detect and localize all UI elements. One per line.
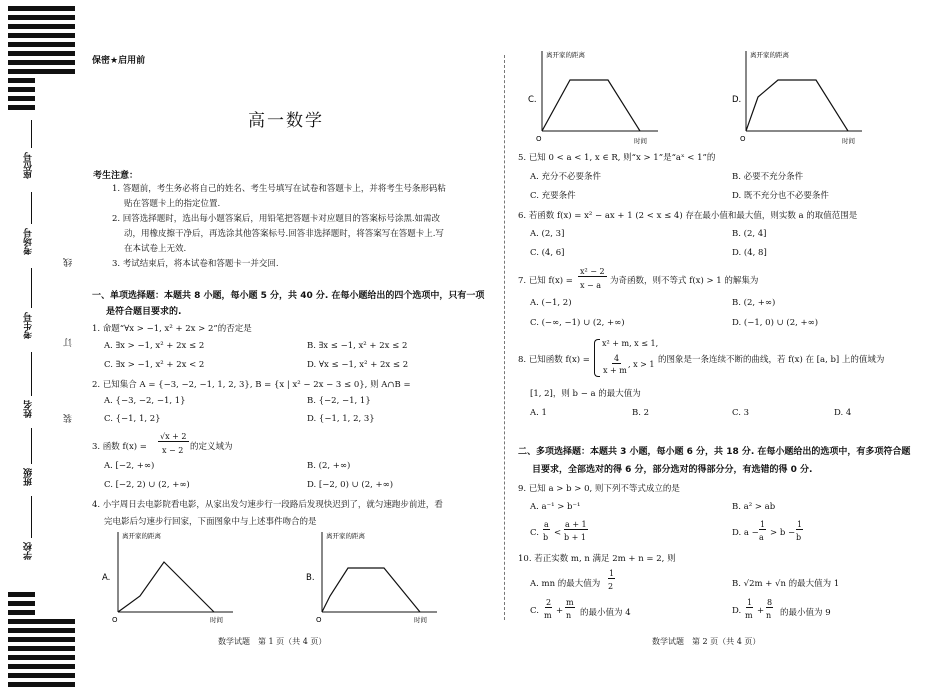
q9-d-den1: a bbox=[759, 533, 764, 542]
q8-option-c: C. 3 bbox=[732, 408, 750, 418]
q10-a-den: 2 bbox=[608, 582, 614, 591]
seat-label: 座位号 bbox=[24, 152, 34, 179]
stripe bbox=[8, 96, 35, 101]
q10-c-den1: m bbox=[544, 611, 552, 620]
q6-option-b: B. (2, 4] bbox=[732, 229, 767, 239]
q7-option-b: B. (2, +∞) bbox=[732, 298, 776, 308]
q7-denominator: x − a bbox=[580, 281, 602, 290]
page-divider bbox=[504, 55, 505, 620]
q1-option-a: A. ∃x > −1, x² + 2x ≤ 2 bbox=[104, 341, 205, 351]
graph-option-label: A. bbox=[102, 573, 111, 583]
fill-line bbox=[31, 192, 32, 224]
q9-option-d-label: D. a − bbox=[732, 528, 759, 538]
bind-line-char: 线 bbox=[64, 258, 74, 267]
q8-case2-denominator: x + m bbox=[603, 366, 627, 375]
q6-option-a: A. (2, 3] bbox=[530, 229, 565, 239]
q3-stem-post: 的定义域为 bbox=[190, 442, 233, 452]
graph-option-label: D. bbox=[732, 95, 742, 105]
q4-stem-cont: 完电影后匀速步行回家，下面图象中与上述事件吻合的是 bbox=[104, 517, 317, 527]
stripe bbox=[8, 6, 75, 11]
q10-d-num1: 1 bbox=[747, 598, 753, 607]
graph-c bbox=[526, 47, 666, 147]
confidential-mark: 保密★启用前 bbox=[92, 56, 146, 66]
q10-d-den1: m bbox=[745, 611, 753, 620]
q8-stem-pre: 8. 已知函数 f(x) = bbox=[518, 355, 590, 365]
stripe bbox=[8, 78, 35, 83]
stripe bbox=[8, 592, 35, 597]
stripe bbox=[8, 33, 75, 38]
q9-d-num1: 1 bbox=[760, 520, 766, 529]
q10-d-num2: 8 bbox=[767, 598, 773, 607]
q3-numerator: √x + 2 bbox=[160, 432, 187, 441]
stripe bbox=[8, 601, 35, 606]
q9-option-a: A. a⁻¹ > b⁻¹ bbox=[530, 502, 581, 512]
y-axis-label: 离开家的距离 bbox=[750, 51, 789, 59]
notice-line: 贴在答题卡上的指定位置. bbox=[124, 199, 221, 209]
stripe bbox=[8, 105, 35, 110]
q8-case2-tail: , x > 1 bbox=[628, 360, 655, 369]
y-axis-label: 离开家的距离 bbox=[326, 532, 365, 540]
y-axis-label: 离开家的距离 bbox=[546, 51, 585, 59]
stripe bbox=[8, 610, 35, 615]
q10-option-a-label: A. mn 的最大值为 bbox=[530, 579, 601, 589]
q1-option-d: D. ∀x ≤ −1, x² + 2x ≤ 2 bbox=[307, 360, 409, 370]
q5-option-c: C. 充要条件 bbox=[530, 191, 576, 201]
q7-stem-pre: 7. 已知 f(x) = bbox=[518, 276, 573, 286]
q10-option-c-label: C. bbox=[530, 606, 539, 616]
section2-heading: 二、多项选择题：本题共 3 小题，每小题 6 分，共 18 分. 在每小题给出的选项中，有多项符合题 bbox=[518, 447, 911, 457]
stripe bbox=[8, 664, 75, 669]
page2-footer: 数学试题 第 2 页（共 4 页） bbox=[652, 637, 761, 646]
graph-option-label: C. bbox=[528, 95, 537, 105]
q10-a-num: 1 bbox=[609, 569, 615, 578]
page1-footer: 数学试题 第 1 页（共 4 页） bbox=[218, 637, 327, 646]
q2-option-d: D. {−1, 1, 2, 3} bbox=[307, 414, 375, 424]
fill-line bbox=[31, 268, 32, 308]
q8-stem-cont: [1, 2]，则 b − a 的最大值为 bbox=[530, 389, 641, 399]
q9-c-op: < bbox=[554, 528, 562, 538]
q6-stem: 6. 若函数 f(x) = x² − ax + 1 (2 < x ≤ 4) 存在最小值和最大值，则实数 a 的取值范围是 bbox=[518, 211, 858, 221]
q8-case2-numerator: 4 bbox=[614, 354, 620, 363]
graph-curve bbox=[118, 562, 214, 612]
stripe bbox=[8, 619, 75, 624]
origin-label: O bbox=[112, 616, 118, 624]
q9-c-num2: a + 1 bbox=[565, 520, 587, 529]
q7-option-d: D. (−1, 0) ∪ (2, +∞) bbox=[732, 318, 819, 328]
q2-option-b: B. {−2, −1, 1} bbox=[307, 396, 371, 406]
q3-option-b: B. (2, +∞) bbox=[307, 461, 351, 471]
fill-line bbox=[31, 352, 32, 396]
q5-option-b: B. 必要不充分条件 bbox=[732, 172, 804, 182]
y-axis-label: 离开家的距离 bbox=[122, 532, 161, 540]
q3-option-c: C. [−2, 2) ∪ (2, +∞) bbox=[104, 480, 190, 490]
q9-c-den2: b + 1 bbox=[564, 533, 586, 542]
fill-line bbox=[31, 120, 32, 148]
stripe bbox=[8, 15, 75, 20]
q7-option-c: C. (−∞, −1) ∪ (2, +∞) bbox=[530, 318, 625, 328]
graph-curve bbox=[542, 80, 640, 131]
q1-option-c: C. ∃x > −1, x² + 2x < 2 bbox=[104, 360, 205, 370]
stripe bbox=[8, 637, 75, 642]
binding-gutter bbox=[0, 0, 77, 688]
x-axis-label: 时间 bbox=[842, 137, 855, 145]
q8-option-a: A. 1 bbox=[530, 408, 547, 418]
q1-stem: 1. 命题“∀x > −1, x² + 2x > 2”的否定是 bbox=[92, 324, 252, 334]
graph-option-label: B. bbox=[306, 573, 315, 583]
q8-option-d: D. 4 bbox=[834, 408, 852, 418]
q8-option-b: B. 2 bbox=[632, 408, 650, 418]
q10-c-den2: n bbox=[566, 611, 572, 620]
notice-line: 3. 考试结束后，将本试卷和答题卡一并交回. bbox=[112, 259, 279, 269]
graph-curve bbox=[746, 80, 848, 131]
page-title: 高一数学 bbox=[248, 111, 324, 131]
class-label: 班级 bbox=[24, 468, 34, 486]
q7-option-a: A. (−1, 2) bbox=[530, 298, 572, 308]
q9-d-den2: b bbox=[796, 533, 802, 542]
bind-ding-char: 订 bbox=[64, 338, 74, 347]
q9-c-den1: b bbox=[543, 533, 549, 542]
q2-option-c: C. {−1, 1, 2} bbox=[104, 414, 161, 424]
q7-numerator: x² − 2 bbox=[580, 267, 605, 276]
x-axis-label: 时间 bbox=[414, 616, 427, 624]
notice-line: 动，用橡皮擦干净后，再选涂其他答案标号.回答非选择题时，将答案写在答题卡上.写 bbox=[124, 229, 444, 239]
q5-option-d: D. 既不充分也不必要条件 bbox=[732, 191, 829, 201]
notice-line: 在本试卷上无效. bbox=[124, 244, 187, 254]
q10-option-b: B. √2m + √n 的最大值为 1 bbox=[732, 579, 840, 589]
q10-d-den2: n bbox=[766, 611, 772, 620]
notice-head: 考生注意： bbox=[93, 171, 139, 181]
graph-curve bbox=[322, 568, 420, 612]
q10-c-num1: 2 bbox=[546, 598, 552, 607]
q5-option-a: A. 充分不必要条件 bbox=[530, 172, 602, 182]
q3-option-d: D. [−2, 0) ∪ (2, +∞) bbox=[307, 480, 394, 490]
room-label: 考场号 bbox=[24, 228, 34, 255]
stripe bbox=[8, 646, 75, 651]
stripe bbox=[8, 42, 75, 47]
q10-c-num2: m bbox=[566, 598, 574, 607]
origin-label: O bbox=[316, 616, 322, 624]
q9-c-num1: a bbox=[544, 520, 549, 529]
graph-b bbox=[304, 528, 444, 624]
fill-line bbox=[31, 428, 32, 464]
examno-label: 考生号 bbox=[24, 312, 34, 339]
stripe bbox=[8, 60, 75, 65]
q3-denominator: x − 2 bbox=[162, 446, 184, 455]
section1-heading-cont: 是符合题目要求的. bbox=[106, 307, 182, 317]
stripe bbox=[8, 682, 75, 687]
notice-line: 1. 答题前，考生务必将自己的姓名、考生号填写在试卷和答题卡上，并将考生号条形码粘 bbox=[112, 184, 446, 194]
q2-stem: 2. 已知集合 A = {−3, −2, −1, 1, 2, 3}, B = {x | x² − 2x − 3 ≤ 0}, 则 A∩B = bbox=[92, 380, 411, 390]
bind-zhuang-char: 装 bbox=[64, 414, 74, 423]
name-label: 姓名 bbox=[24, 400, 34, 418]
notice-line: 2. 回答选择题时，选出每小题答案后，用铅笔把答题卡对应题目的答案标号涂黑.如需改 bbox=[112, 214, 441, 224]
q10-d-tail: 的最小值为 9 bbox=[780, 608, 831, 618]
q7-stem-post: 为奇函数，则不等式 f(x) > 1 的解集为 bbox=[610, 276, 759, 286]
q3-option-a: A. [−2, +∞) bbox=[104, 461, 155, 471]
stripe bbox=[8, 51, 75, 56]
graph-a bbox=[100, 528, 240, 624]
q4-stem: 4. 小宇周日去电影院看电影，从家出发匀速步行一段路后发现快迟到了，就匀速跑步前进，看 bbox=[92, 500, 443, 510]
q6-option-d: D. (4, 8] bbox=[732, 248, 767, 258]
q8-case1: x² + m, x ≤ 1, bbox=[602, 339, 659, 348]
q3-stem-pre: 3. 函数 f(x) = bbox=[92, 442, 147, 452]
q8-stem-post: 的图象是一条连续不断的曲线，若 f(x) 在 [a, b] 上的值域为 bbox=[658, 355, 885, 365]
q10-stem: 10. 若正实数 m, n 满足 2m + n = 2, 则 bbox=[518, 554, 676, 564]
section1-heading: 一、单项选择题：本题共 8 小题，每小题 5 分，共 40 分. 在每小题给出的四个选项中，只有一项 bbox=[92, 291, 485, 301]
origin-label: O bbox=[536, 135, 542, 143]
q9-d-op: > b − bbox=[770, 528, 796, 538]
stripe bbox=[8, 628, 75, 633]
x-axis-label: 时间 bbox=[210, 616, 223, 624]
stripe bbox=[8, 24, 75, 29]
stripe bbox=[8, 673, 75, 678]
q6-option-c: C. (4, 6] bbox=[530, 248, 565, 258]
q9-d-num2: 1 bbox=[797, 520, 803, 529]
q2-option-a: A. {−3, −2, −1, 1} bbox=[104, 396, 186, 406]
stripe bbox=[8, 69, 75, 74]
q9-option-c-label: C. bbox=[530, 528, 539, 538]
fill-line bbox=[31, 496, 32, 538]
q10-option-d-label: D. bbox=[732, 606, 742, 616]
q5-stem: 5. 已知 0 < a < 1, x ∈ R, 则“x > 1”是“aˣ < 1”的 bbox=[518, 153, 716, 163]
graph-d bbox=[730, 47, 870, 147]
q1-option-b: B. ∃x ≤ −1, x² + 2x ≤ 2 bbox=[307, 341, 408, 351]
q8-brace bbox=[594, 339, 600, 377]
stripe bbox=[8, 655, 75, 660]
q9-option-b: B. a² > ab bbox=[732, 502, 776, 512]
q9-stem: 9. 已知 a > b > 0, 则下列不等式成立的是 bbox=[518, 484, 680, 494]
school-label: 学校 bbox=[24, 542, 34, 560]
q10-c-tail: 的最小值为 4 bbox=[580, 608, 631, 618]
x-axis-label: 时间 bbox=[634, 137, 647, 145]
q10-c-op: + bbox=[556, 606, 564, 616]
origin-label: O bbox=[740, 135, 746, 143]
q10-d-op: + bbox=[757, 606, 765, 616]
stripe bbox=[8, 87, 35, 92]
section2-heading-cont: 目要求，全部选对的得 6 分，部分选对的得部分分，有选错的得 0 分. bbox=[532, 465, 813, 475]
